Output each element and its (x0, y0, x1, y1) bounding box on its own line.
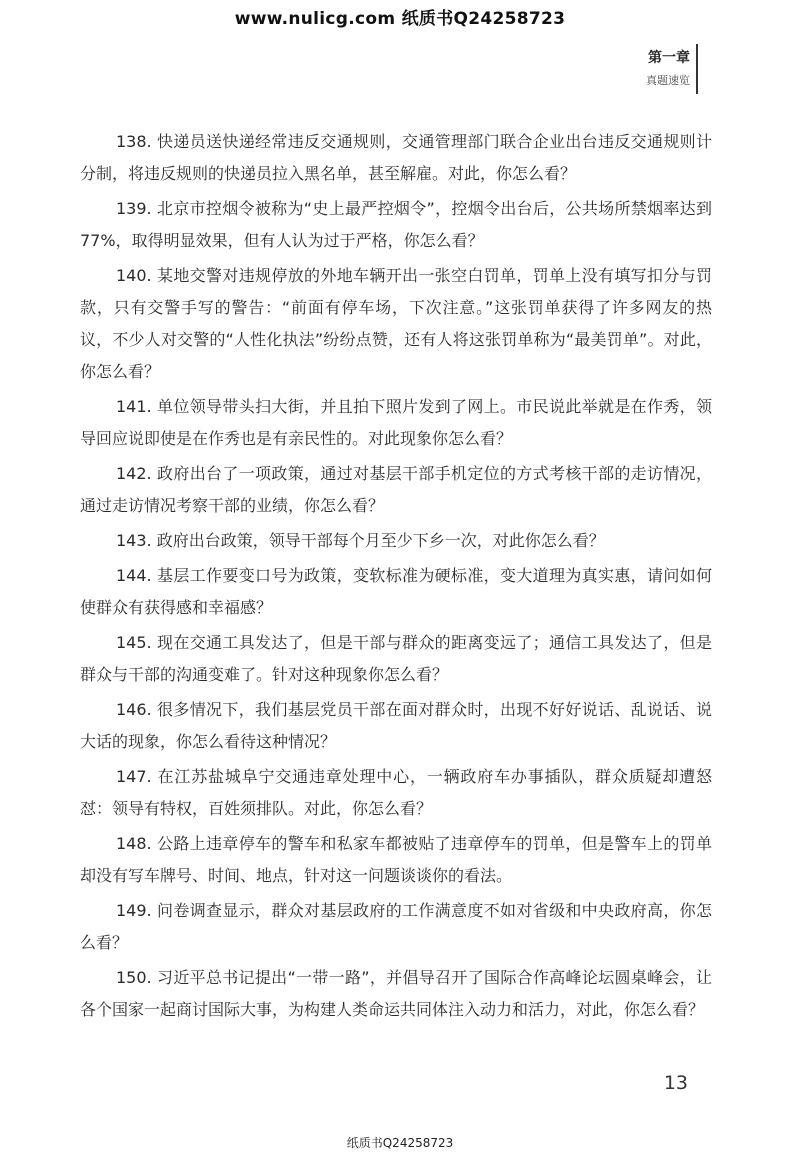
question-item: 141. 单位领导带头扫大街，并且拍下照片发到了网上。市民说此举就是在作秀，领导回应说即使是在作秀也是有亲民性的。对此现象你怎么看？ (80, 397, 712, 448)
question-item: 146. 很多情况下，我们基层党员干部在面对群众时，出现不好好说话、乱说话、说大话的现象，你怎么看待这种情况？ (80, 700, 712, 751)
question-list (80, 126, 712, 1029)
question-item: 140. 某地交警对违规停放的外地车辆开出一张空白罚单，罚单上没有填写扣分与罚款，只有交警手写的警告：“前面有停车场，下次注意。”这张罚单获得了许多网友的热议，不少人对交警的“人性化执法”纷纷点赞，还有人将这张罚单称为“最美罚单”。对此，你怎么看？ (80, 266, 712, 381)
question-item: 144. 基层工作要变口号为政策，变软标准为硬标准，变大道理为真实惠，请问如何使群众有获得感和幸福感？ (80, 566, 712, 617)
question-item: 145. 现在交通工具发达了，但是干部与群众的距离变远了；通信工具发达了，但是群众与干部的沟通变难了。针对这种现象你怎么看？ (80, 633, 712, 684)
chapter-subtitle: 真题速览 (646, 74, 690, 87)
question-item: 139. 北京市控烟令被称为“史上最严控烟令”，控烟令出台后，公共场所禁烟率达到 77%，取得明显效果，但有人认为过于严格，你怎么看？ (80, 199, 712, 250)
question-item: 150. 习近平总书记提出“一带一路”，并倡导召开了国际合作高峰论坛圆桌峰会，让各个国家一起商讨国际大事，为构建人类命运共同体注入动力和活力，对此，你怎么看？ (80, 968, 712, 1019)
chapter-divider (696, 44, 698, 94)
page-number: 13 (663, 1072, 688, 1094)
chapter-title: 第一章 (648, 50, 690, 66)
top-banner: www.nulicg.com 纸质书Q24258723 (234, 9, 566, 29)
chapter-header (646, 48, 690, 90)
question-item: 143. 政府出台政策，领导干部每个月至少下乡一次，对此你怎么看？ (116, 531, 605, 550)
question-item: 142. 政府出台了一项政策，通过对基层干部手机定位的方式考核干部的走访情况，通过走访情况考察干部的业绩，你怎么看？ (80, 464, 712, 515)
question-item: 148. 公路上违章停车的警车和私家车都被贴了违章停车的罚单，但是警车上的罚单却没有写车牌号、时间、地点，针对这一问题谈谈你的看法。 (80, 834, 712, 885)
question-item: 138. 快递员送快递经常违反交通规则，交通管理部门联合企业出台违反交通规则计分制，将违反规则的快递员拉入黑名单，甚至解雇。对此，你怎么看？ (80, 132, 712, 183)
question-item: 147. 在江苏盐城阜宁交通违章处理中心，一辆政府车办事插队，群众质疑却遭怒怼：领导有特权，百姓须排队。对此，你怎么看？ (80, 767, 712, 818)
bottom-watermark: 纸质书Q24258723 (346, 1136, 454, 1150)
question-item: 149. 问卷调查显示，群众对基层政府的工作满意度不如对省级和中央政府高，你怎么看？ (80, 901, 712, 952)
